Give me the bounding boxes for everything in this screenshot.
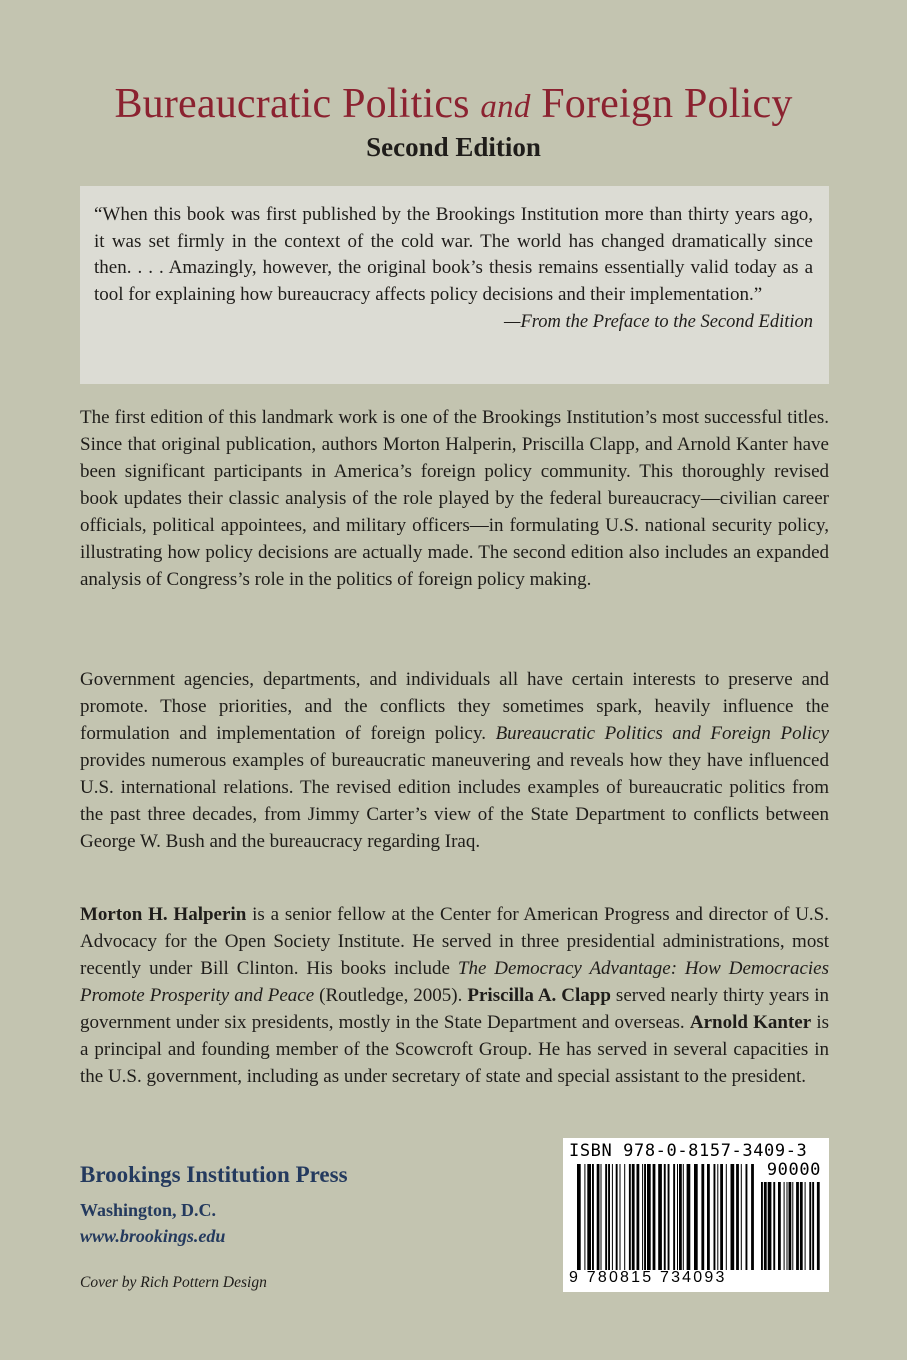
barcode-bar (768, 1182, 772, 1270)
author-name-kanter: Arnold Kanter (689, 1012, 812, 1033)
isbn-barcode (563, 1138, 829, 1292)
author-bio-clapp: served nearly thirty years in government under six presidents, mostly in the State Department and overseas. (80, 985, 829, 1033)
barcode-bar (620, 1164, 621, 1270)
barcode-bar (701, 1164, 704, 1270)
paragraph2-rest: provides numerous examples of bureaucratic maneuvering and reveals how they have influenced U.S. international relations. The revised edition includes examples of bureaucratic politics from the past three decades, from Jimmy Carter’s view of the State Department to conflicts between George W. Bush and the bureaucracy regarding Iraq. (80, 750, 829, 852)
barcode-bar (809, 1182, 811, 1270)
author-bio-halperin-b: (Routledge, 2005). (319, 985, 463, 1006)
barcode-bar (683, 1164, 684, 1270)
ean-digits: 9 780815 734093 (569, 1269, 727, 1286)
barcode-bar (764, 1182, 767, 1270)
author-bio-kanter: is a principal and founding member of the Scowcroft Group. He has served in several capacities in the U.S. government, including as under secretary of state and special assistant to the president. (80, 1012, 829, 1087)
barcode-bar (784, 1182, 785, 1270)
barcode-bar (677, 1164, 678, 1270)
barcode-bar (644, 1164, 646, 1270)
barcode-bar (587, 1164, 591, 1270)
barcode-bar (608, 1164, 610, 1270)
cover-credit: Cover by Rich Pottern Design (80, 1274, 267, 1291)
author-book-halperin: The Democracy Advantage: How Democracies Promote Prosperity and Peace (80, 958, 829, 1006)
author-bio-halperin-a: is a senior fellow at the Center for American Progress and director of U.S. Advocacy for the Open Society Institute. He served in three presidential administrations, most recently under Bill Clinton. His books include (80, 904, 830, 979)
author-name-clapp: Priscilla A. Clapp (467, 985, 611, 1006)
barcode-bar (787, 1182, 788, 1270)
barcode-bar (796, 1182, 799, 1270)
barcode-bar (629, 1164, 631, 1270)
description-paragraph-2 (80, 666, 829, 855)
paragraph2-lead: Government agencies, departments, and individuals all have certain interests to preserve and promote. Those priorities, and the conflicts they sometimes spark, heavily influence the formulation and implementation of foreign policy. (80, 669, 829, 744)
description-paragraph-1: The first edition of this landmark work is one of the Brookings Institution’s most successful titles. Since that original publication, authors Morton Halperin, Priscilla Clapp, and Arnold Kanter have been significant participants in America’s foreign policy community. This thoroughly revised book updates their classic analysis of the role played by the federal bureaucracy—civilian career officials, political appointees, and military officers—in formulating U.S. national security policy, illustrating how policy decisions are actually made. The second edition also includes an expanded analysis of Congress’s role in the politics of foreign policy making. (80, 407, 829, 590)
barcode-bar (605, 1164, 607, 1270)
book-title (0, 80, 907, 131)
barcode-bar (778, 1182, 781, 1270)
barcode-bar (637, 1164, 640, 1270)
barcode-bar (673, 1164, 675, 1270)
barcode-bar (612, 1164, 613, 1270)
barcode-bar (707, 1164, 710, 1270)
paragraph2-book-title: Bureaucratic Politics and Foreign Policy (495, 723, 829, 744)
barcode-bar (746, 1164, 748, 1270)
barcode-bar (592, 1164, 594, 1270)
barcode-bar (817, 1182, 820, 1270)
quote-attribution: —From the Preface to the Second Edition (504, 312, 813, 332)
price-code: 90000 (766, 1160, 821, 1180)
barcode-bar (694, 1164, 698, 1270)
barcode-bar (679, 1164, 682, 1270)
barcode-bar (664, 1164, 666, 1270)
author-bios-paragraph (80, 901, 829, 1090)
barcode-bar (789, 1182, 792, 1270)
title-part2: Foreign Policy (541, 81, 793, 127)
barcode-bar (668, 1164, 670, 1270)
barcode-bar (687, 1164, 691, 1270)
barcode-bar (647, 1164, 651, 1270)
barcode-bar (642, 1164, 643, 1270)
barcode-bar (773, 1182, 775, 1270)
publisher-city: Washington, D.C. (80, 1200, 217, 1220)
barcode-bar (632, 1164, 635, 1270)
barcode-bar (717, 1164, 718, 1270)
barcode-bar (726, 1164, 727, 1270)
title-and: and (480, 89, 531, 125)
barcode-bar (584, 1164, 585, 1270)
barcode-bar (653, 1164, 656, 1270)
barcode-bar (761, 1182, 763, 1270)
barcode-bar (720, 1164, 723, 1270)
barcode-bar (792, 1182, 793, 1270)
barcode-bar (601, 1164, 602, 1270)
preface-quote-box (80, 186, 829, 384)
barcode-bar (741, 1164, 742, 1270)
barcode-bar (736, 1164, 739, 1270)
publisher-name: Brookings Institution Press (80, 1162, 348, 1187)
barcode-bar (805, 1182, 806, 1270)
barcode-bar (658, 1164, 662, 1270)
publisher-website: www.brookings.edu (80, 1226, 226, 1246)
barcode-bar (577, 1164, 581, 1270)
barcode-bar (751, 1164, 754, 1270)
author-name-halperin: Morton H. Halperin (80, 904, 247, 925)
barcode-bar (731, 1164, 735, 1270)
isbn-number: ISBN 978-0-8157-3409-3 (569, 1141, 808, 1161)
title-part1: Bureaucratic Politics (114, 81, 470, 127)
barcode-bar (624, 1164, 625, 1270)
barcode-bar (800, 1182, 803, 1270)
barcode-bar (616, 1164, 618, 1270)
quote-text: “When this book was first published by the Brookings Institution more than thirty years ago, it was set firmly in the context of the cold war. The world has changed dramatically since then. . . . Amazingly, however, the original book’s thesis remains essentially valid today as a tool for explaining how bureaucracy affects policy decisions and their implementation.” (94, 204, 813, 305)
barcode-bar (812, 1182, 814, 1270)
barcode-bar (597, 1164, 600, 1270)
barcode-bar (714, 1164, 716, 1270)
edition-subtitle: Second Edition (366, 132, 541, 162)
